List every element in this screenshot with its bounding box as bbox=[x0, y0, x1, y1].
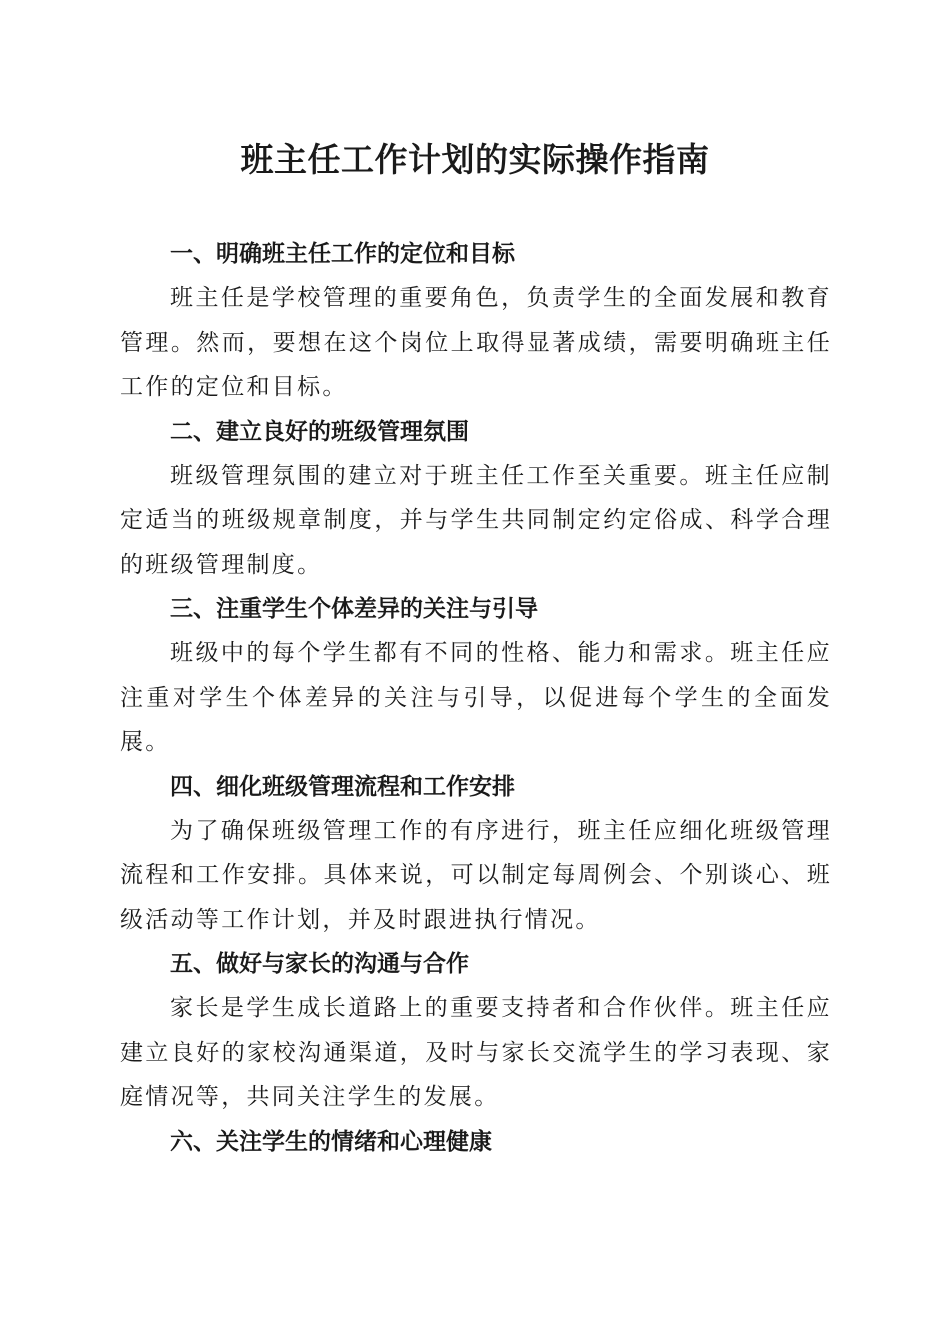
section-heading: 四、细化班级管理流程和工作安排 bbox=[170, 773, 515, 800]
section-5 bbox=[120, 942, 832, 1120]
document-content bbox=[120, 232, 832, 1164]
section-1 bbox=[120, 232, 832, 410]
section-heading: 三、注重学生个体差异的关注与引导 bbox=[170, 596, 538, 622]
section-4 bbox=[120, 765, 832, 943]
section-paragraph: 家长是学生成长道路上的重要支持者和合作伙伴。班主任应建立良好的家校沟通渠道，及时与家长交流学生的学习表现、家庭情况等，共同关注学生的发展。 bbox=[120, 995, 832, 1110]
section-paragraph: 班级管理氛围的建立对于班主任工作至关重要。班主任应制定适当的班级规章制度，并与学生共同制定约定俗成、科学合理的班级管理制度。 bbox=[120, 462, 832, 578]
section-heading: 六、关注学生的情绪和心理健康 bbox=[170, 1128, 492, 1155]
section-paragraph: 班级中的每个学生都有不同的性格、能力和需求。班主任应注重对学生个体差异的关注与引导，以促进每个学生的全面发展。 bbox=[120, 640, 832, 755]
section-paragraph: 为了确保班级管理工作的有序进行，班主任应细化班级管理流程和工作安排。具体来说，可以制定每周例会、个别谈心、班级活动等工作计划，并及时跟进执行情况。 bbox=[120, 817, 832, 933]
section-heading: 二、建立良好的班级管理氛围 bbox=[170, 418, 469, 445]
section-heading: 五、做好与家长的沟通与合作 bbox=[170, 951, 469, 977]
section-heading: 一、明确班主任工作的定位和目标 bbox=[170, 241, 515, 267]
section-3 bbox=[120, 587, 832, 765]
section-6 bbox=[120, 1120, 832, 1164]
section-paragraph: 班主任是学校管理的重要角色，负责学生的全面发展和教育管理。然而，要想在这个岗位上取得显著成绩，需要明确班主任工作的定位和目标。 bbox=[120, 285, 832, 400]
document-title: 班主任工作计划的实际操作指南 bbox=[240, 140, 710, 179]
section-2 bbox=[120, 410, 832, 588]
